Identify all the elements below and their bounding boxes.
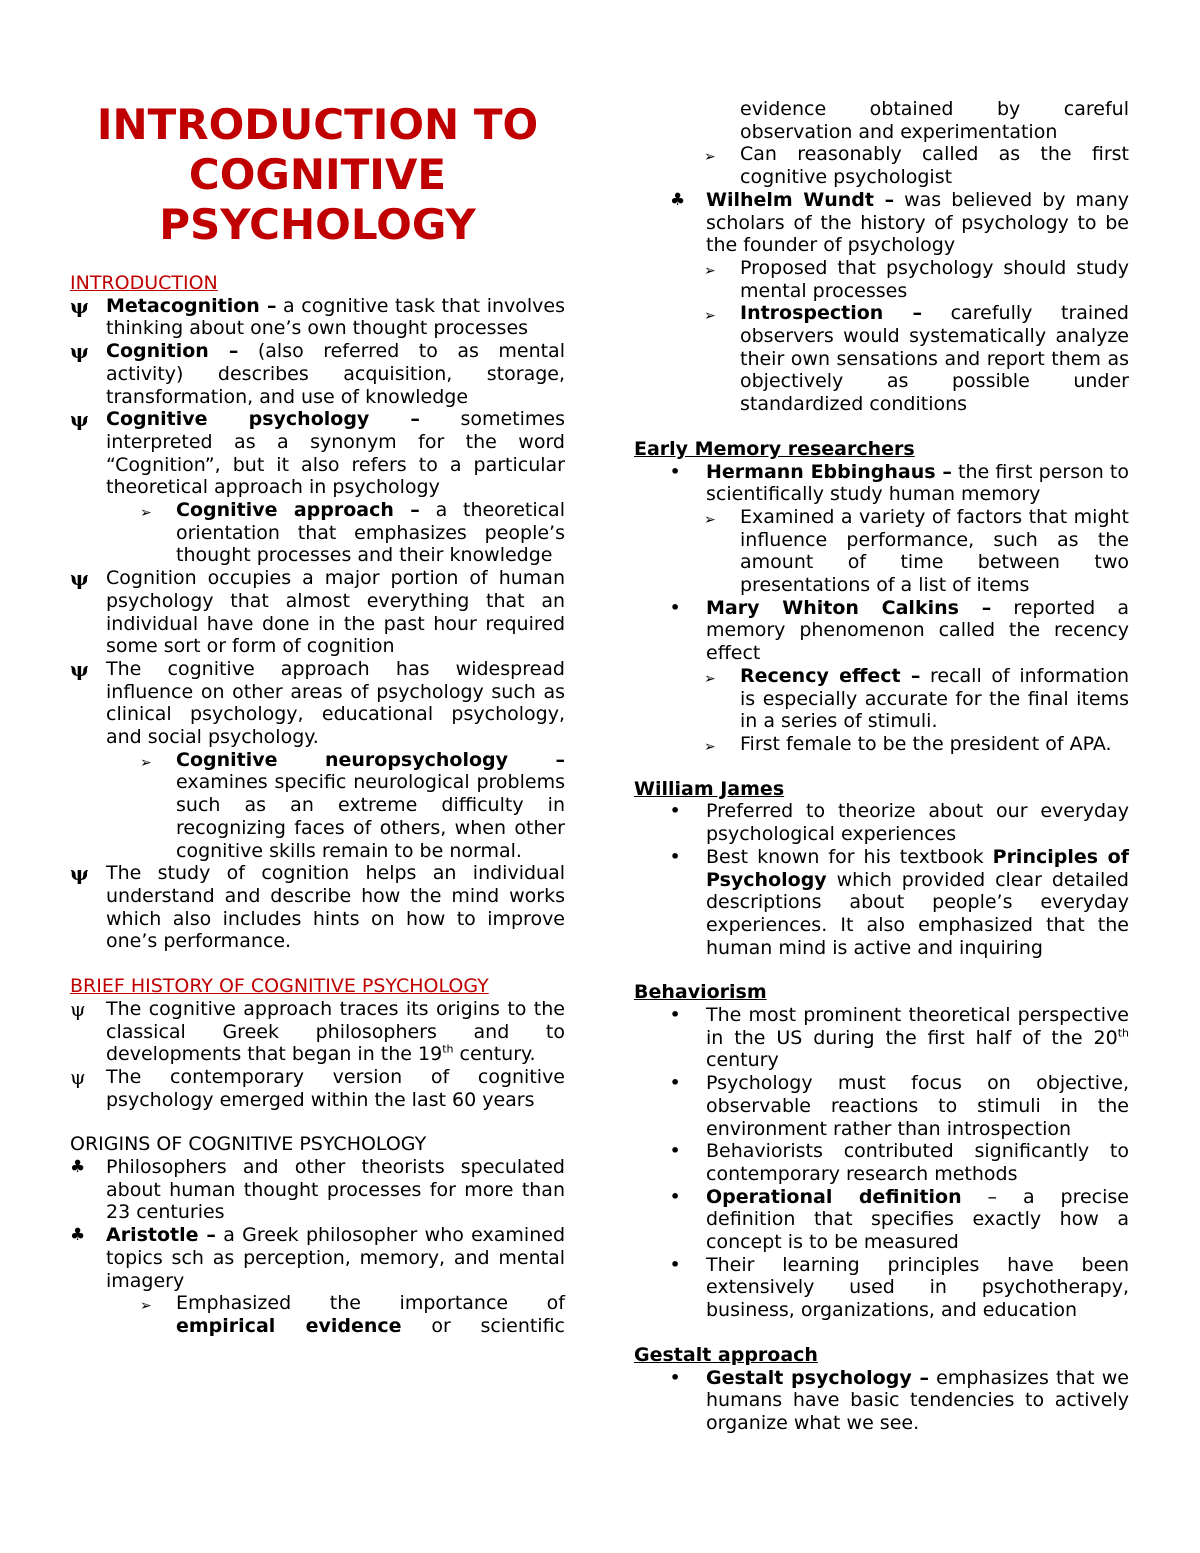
arrow-bullet-icon: ➢ <box>704 670 716 687</box>
arrow-bullet-icon: ➢ <box>704 262 716 279</box>
list-item <box>634 733 1129 756</box>
list-item <box>634 800 1129 845</box>
dot-bullet-icon: • <box>670 1254 681 1274</box>
item-text: The most prominent theoretical perspective in the US during the first half of the 20 <box>706 1004 1129 1049</box>
list-item <box>70 998 565 1066</box>
list-item <box>634 1072 1129 1140</box>
list-item <box>634 665 1129 733</box>
heading-brief-history: BRIEF HISTORY OF COGNITIVE PSYCHOLOGY <box>70 975 489 998</box>
term: Recency effect – <box>740 664 921 687</box>
club-bullet-icon: ♣ <box>670 189 686 210</box>
term: Wilhelm Wundt – <box>706 188 895 211</box>
arrow-bullet-icon: ➢ <box>704 511 716 528</box>
heading-introduction: INTRODUCTION <box>70 272 218 294</box>
psi-bullet-icon: ψ <box>70 407 89 432</box>
item-text: Preferred to theorize about our everyday psychological experiences <box>706 800 1129 846</box>
item-text: Best known for his textbook <box>706 845 993 868</box>
list-item <box>70 1156 565 1224</box>
list-item <box>70 1066 565 1111</box>
item-text: evidence obtained by careful observation and experimentation <box>740 98 1129 143</box>
heading-gestalt: Gestalt approach <box>634 1343 818 1366</box>
item-text: Can reasonably called as the first cognitive psychologist <box>740 143 1129 189</box>
term: Cognition – <box>106 340 239 363</box>
list-item <box>70 567 565 658</box>
definition: a Greek philosopher who examined topics sch as perception, memory, and mental imagery <box>106 1224 566 1292</box>
left-column <box>70 0 565 1338</box>
list-item <box>634 1367 1129 1435</box>
superscript: th <box>1117 1026 1129 1040</box>
psi-bullet-icon: ψ <box>70 339 89 364</box>
term: Aristotle – <box>106 1224 216 1247</box>
definition: carefully trained observers would systematically analyze their own sensations and report them as objectively as possible under standardized conditions <box>740 302 1129 416</box>
item-text: Psychology must focus on objective, observable reactions to stimuli in the environment rather than introspection <box>706 1072 1129 1140</box>
dot-bullet-icon: • <box>670 1186 681 1206</box>
item-text: Behaviorists contributed significantly to contemporary research methods <box>706 1140 1129 1185</box>
heading-origins: ORIGINS OF COGNITIVE PSYCHOLOGY <box>70 1133 427 1156</box>
list-item-continued <box>634 98 1129 143</box>
arrow-bullet-icon: ➢ <box>140 754 152 771</box>
list-item <box>70 658 565 749</box>
arrow-bullet-icon: ➢ <box>704 308 716 325</box>
dot-bullet-icon: • <box>670 597 681 617</box>
definition: – a precise definition that specifies exactly how a concept is to be measured <box>706 1185 1129 1254</box>
list-item <box>70 1292 565 1337</box>
psi-bullet-icon: ψ <box>70 656 89 681</box>
psi-bullet-icon: ψ <box>70 566 89 591</box>
item-text: The contemporary version of cognitive psychology emerged within the last 60 years <box>106 1065 565 1111</box>
term: Principles of Psychology <box>706 845 1129 891</box>
dot-bullet-icon: • <box>670 1367 681 1387</box>
list-item <box>70 295 565 340</box>
dot-bullet-icon: • <box>670 1073 681 1093</box>
list-item <box>634 143 1129 188</box>
definition: examines specific neurological problems such as an extreme difficulty in recognizing faces of others, when other cognitive skills remain to be normal. <box>176 771 565 862</box>
list-item <box>70 340 565 408</box>
term: Mary Whiton Calkins – <box>706 596 992 619</box>
list-item <box>70 862 565 953</box>
list-item <box>634 257 1129 302</box>
list-item <box>634 597 1129 665</box>
definition: emphasizes that we humans have basic tendencies to actively organize what we see. <box>706 1366 1129 1434</box>
item-text: Cognition occupies a major portion of human psychology that almost everything that an individual have done in the past hour required some sort or form of cognition <box>106 567 565 658</box>
term: Operational definition <box>706 1185 962 1208</box>
item-text: Philosophers and other theorists speculated about human thought processes for more than 23 centuries <box>106 1156 565 1224</box>
term: Gestalt psychology – <box>706 1366 929 1389</box>
psi-bullet-icon: ψ <box>70 996 86 1021</box>
list-item <box>634 189 1129 257</box>
dot-bullet-icon: • <box>670 1141 681 1161</box>
psi-bullet-icon: ψ <box>70 861 89 886</box>
definition: a cognitive task that involves thinking about one’s own thought processes <box>106 294 565 340</box>
club-bullet-icon: ♣ <box>70 1157 86 1178</box>
item-text: century. <box>453 1043 536 1066</box>
definition: recall of information is especially accurate for the final items in a series of stimuli. <box>740 664 1130 733</box>
arrow-bullet-icon: ➢ <box>704 738 716 755</box>
term: empirical evidence <box>176 1314 402 1337</box>
list-item <box>634 302 1129 416</box>
item-text: Their learning principles have been extensively used in psychotherapy, business, organizations, and education <box>706 1253 1129 1322</box>
heading-behaviorism: Behaviorism <box>634 981 767 1004</box>
term: Metacognition – <box>106 294 277 317</box>
list-item <box>634 1186 1129 1254</box>
dot-bullet-icon: • <box>670 846 681 866</box>
item-text: Examined a variety of factors that might influence performance, such as the amount of time between two presentations of a list of items <box>740 505 1129 597</box>
club-bullet-icon: ♣ <box>70 1225 86 1246</box>
superscript: th <box>442 1042 454 1056</box>
list-item <box>634 846 1129 960</box>
psi-bullet-icon: ψ <box>70 1064 86 1089</box>
list-item <box>634 1140 1129 1185</box>
psi-bullet-icon: ψ <box>70 293 89 318</box>
item-text: Emphasized the importance of <box>176 1292 565 1315</box>
definition: the first person to scientifically study human memory <box>706 460 1130 506</box>
item-text: Proposed that psychology should study mental processes <box>740 256 1129 302</box>
heading-william-james: William James <box>634 777 785 800</box>
list-item <box>634 1254 1129 1322</box>
list-item <box>634 506 1129 597</box>
item-text: The cognitive approach has widespread influence on other areas of psychology such as clinical psychology, educational psychology, and social psychology. <box>106 657 565 749</box>
definition: (also referred to as mental activity) describes acquisition, storage, transformation, and use of knowledge <box>106 340 565 408</box>
item-text: which provided clear detailed descriptions about people’s everyday experiences. It also emphasized that the human mind is active and inquiring <box>706 868 1129 959</box>
term: Cognitive neuropsychology – <box>176 748 565 771</box>
list-item <box>70 749 565 863</box>
list-item <box>634 1004 1129 1072</box>
definition: sometimes interpreted as a synonym for the word “Cognition”, but it also refers to a particular theoretical approach in psychology <box>106 408 566 499</box>
item-text: century <box>706 1049 779 1072</box>
page-title: INTRODUCTION TO COGNITIVE PSYCHOLOGY <box>96 100 539 249</box>
list-item <box>634 461 1129 506</box>
list-item <box>70 408 565 499</box>
arrow-bullet-icon: ➢ <box>140 1298 152 1315</box>
item-text: The study of cognition helps an individual understand and describe how the mind works which also includes hints on how to improve one’s performance. <box>106 862 565 953</box>
definition: was believed by many scholars of the history of psychology to be the founder of psychology <box>706 188 1129 257</box>
arrow-bullet-icon: ➢ <box>140 505 152 522</box>
term: Introspection – <box>740 302 923 325</box>
arrow-bullet-icon: ➢ <box>704 149 716 166</box>
term: Cognitive psychology – <box>106 408 420 431</box>
dot-bullet-icon: • <box>670 461 681 481</box>
definition: a theoretical orientation that emphasizes people’s thought processes and their knowledge <box>176 499 565 567</box>
list-item <box>70 499 565 567</box>
definition: reported a memory phenomenon called the recency effect <box>706 596 1129 665</box>
right-column <box>634 0 1129 1435</box>
item-text: The cognitive approach traces its origins to the classical Greek philosophers and to developments that began in the 19 <box>106 997 565 1066</box>
dot-bullet-icon: • <box>670 1005 681 1025</box>
item-text: or scientific <box>401 1314 566 1337</box>
term: Hermann Ebbinghaus – <box>706 460 952 483</box>
list-item <box>70 1224 565 1292</box>
heading-early-memory: Early Memory researchers <box>634 437 915 460</box>
term: Cognitive approach – <box>176 499 420 522</box>
dot-bullet-icon: • <box>670 801 681 821</box>
item-text: First female to be the president of APA. <box>740 732 1112 755</box>
